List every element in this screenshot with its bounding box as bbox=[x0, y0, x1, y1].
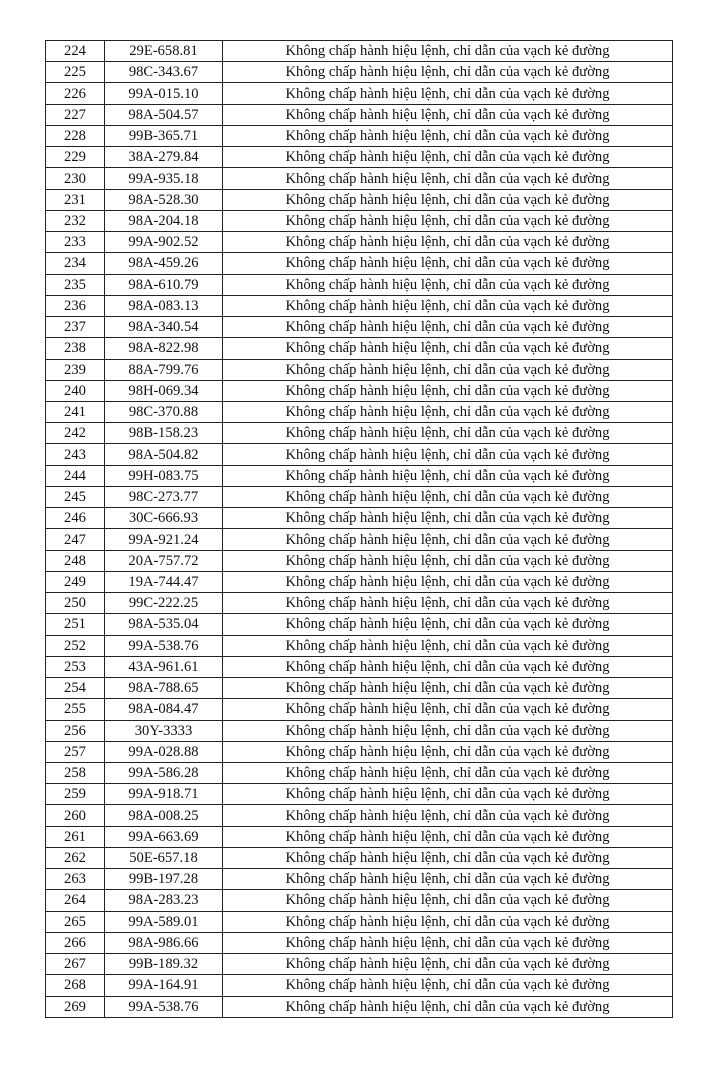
table-row bbox=[46, 996, 673, 1017]
license-plate: 98A-283.23 bbox=[105, 890, 223, 911]
license-plate: 99B-365.71 bbox=[105, 125, 223, 146]
violation-description: Không chấp hành hiệu lệnh, chỉ dẫn của vạch kẻ đường bbox=[223, 232, 673, 253]
license-plate: 38A-279.84 bbox=[105, 147, 223, 168]
row-number: 254 bbox=[46, 678, 105, 699]
table-row bbox=[46, 890, 673, 911]
row-number: 226 bbox=[46, 83, 105, 104]
license-plate: 99A-538.76 bbox=[105, 635, 223, 656]
table-row bbox=[46, 62, 673, 83]
license-plate: 98A-008.25 bbox=[105, 805, 223, 826]
license-plate: 98A-610.79 bbox=[105, 274, 223, 295]
table-row bbox=[46, 465, 673, 486]
table-row bbox=[46, 699, 673, 720]
table-row bbox=[46, 147, 673, 168]
table-row bbox=[46, 295, 673, 316]
license-plate: 98A-528.30 bbox=[105, 189, 223, 210]
table-row bbox=[46, 720, 673, 741]
license-plate: 19A-744.47 bbox=[105, 571, 223, 592]
table-row bbox=[46, 614, 673, 635]
violation-description: Không chấp hành hiệu lệnh, chỉ dẫn của vạch kẻ đường bbox=[223, 253, 673, 274]
table-row bbox=[46, 508, 673, 529]
row-number: 255 bbox=[46, 699, 105, 720]
license-plate: 99A-902.52 bbox=[105, 232, 223, 253]
license-plate: 99A-918.71 bbox=[105, 784, 223, 805]
table-row bbox=[46, 359, 673, 380]
table-row bbox=[46, 762, 673, 783]
table-row bbox=[46, 635, 673, 656]
violation-description: Không chấp hành hiệu lệnh, chỉ dẫn của vạch kẻ đường bbox=[223, 614, 673, 635]
table-row bbox=[46, 189, 673, 210]
violation-description: Không chấp hành hiệu lệnh, chỉ dẫn của vạch kẻ đường bbox=[223, 41, 673, 62]
table-row bbox=[46, 847, 673, 868]
violation-description: Không chấp hành hiệu lệnh, chỉ dẫn của vạch kẻ đường bbox=[223, 423, 673, 444]
license-plate: 98C-343.67 bbox=[105, 62, 223, 83]
license-plate: 98A-504.57 bbox=[105, 104, 223, 125]
row-number: 238 bbox=[46, 338, 105, 359]
violation-description: Không chấp hành hiệu lệnh, chỉ dẫn của vạch kẻ đường bbox=[223, 380, 673, 401]
license-plate: 99A-935.18 bbox=[105, 168, 223, 189]
license-plate: 98A-459.26 bbox=[105, 253, 223, 274]
row-number: 251 bbox=[46, 614, 105, 635]
violation-description: Không chấp hành hiệu lệnh, chỉ dẫn của vạch kẻ đường bbox=[223, 62, 673, 83]
table-row bbox=[46, 253, 673, 274]
license-plate: 98A-504.82 bbox=[105, 444, 223, 465]
row-number: 235 bbox=[46, 274, 105, 295]
table-row bbox=[46, 83, 673, 104]
license-plate: 99B-197.28 bbox=[105, 869, 223, 890]
license-plate: 98A-084.47 bbox=[105, 699, 223, 720]
license-plate: 99A-015.10 bbox=[105, 83, 223, 104]
row-number: 236 bbox=[46, 295, 105, 316]
violation-description: Không chấp hành hiệu lệnh, chỉ dẫn của vạch kẻ đường bbox=[223, 784, 673, 805]
license-plate: 98C-273.77 bbox=[105, 486, 223, 507]
row-number: 263 bbox=[46, 869, 105, 890]
row-number: 227 bbox=[46, 104, 105, 125]
license-plate: 30Y-3333 bbox=[105, 720, 223, 741]
license-plate: 43A-961.61 bbox=[105, 656, 223, 677]
violation-description: Không chấp hành hiệu lệnh, chỉ dẫn của vạch kẻ đường bbox=[223, 805, 673, 826]
violation-description: Không chấp hành hiệu lệnh, chỉ dẫn của vạch kẻ đường bbox=[223, 189, 673, 210]
row-number: 230 bbox=[46, 168, 105, 189]
row-number: 229 bbox=[46, 147, 105, 168]
violation-description: Không chấp hành hiệu lệnh, chỉ dẫn của vạch kẻ đường bbox=[223, 401, 673, 422]
table-row bbox=[46, 210, 673, 231]
violation-description: Không chấp hành hiệu lệnh, chỉ dẫn của vạch kẻ đường bbox=[223, 486, 673, 507]
table-row bbox=[46, 529, 673, 550]
violation-description: Không chấp hành hiệu lệnh, chỉ dẫn của vạch kẻ đường bbox=[223, 508, 673, 529]
violation-description: Không chấp hành hiệu lệnh, chỉ dẫn của vạch kẻ đường bbox=[223, 656, 673, 677]
table-row bbox=[46, 338, 673, 359]
table-row bbox=[46, 869, 673, 890]
violation-description: Không chấp hành hiệu lệnh, chỉ dẫn của vạch kẻ đường bbox=[223, 635, 673, 656]
license-plate: 99A-663.69 bbox=[105, 826, 223, 847]
license-plate: 99A-921.24 bbox=[105, 529, 223, 550]
license-plate: 98A-535.04 bbox=[105, 614, 223, 635]
violation-description: Không chấp hành hiệu lệnh, chỉ dẫn của vạch kẻ đường bbox=[223, 571, 673, 592]
violation-description: Không chấp hành hiệu lệnh, chỉ dẫn của vạch kẻ đường bbox=[223, 359, 673, 380]
table-row bbox=[46, 656, 673, 677]
table-row bbox=[46, 550, 673, 571]
row-number: 257 bbox=[46, 741, 105, 762]
violation-description: Không chấp hành hiệu lệnh, chỉ dẫn của vạch kẻ đường bbox=[223, 720, 673, 741]
table-row bbox=[46, 168, 673, 189]
row-number: 250 bbox=[46, 593, 105, 614]
table-row bbox=[46, 423, 673, 444]
violation-description: Không chấp hành hiệu lệnh, chỉ dẫn của vạch kẻ đường bbox=[223, 762, 673, 783]
violation-description: Không chấp hành hiệu lệnh, chỉ dẫn của vạch kẻ đường bbox=[223, 932, 673, 953]
row-number: 266 bbox=[46, 932, 105, 953]
row-number: 240 bbox=[46, 380, 105, 401]
row-number: 269 bbox=[46, 996, 105, 1017]
license-plate: 20A-757.72 bbox=[105, 550, 223, 571]
row-number: 253 bbox=[46, 656, 105, 677]
table-row bbox=[46, 954, 673, 975]
table-row bbox=[46, 41, 673, 62]
row-number: 265 bbox=[46, 911, 105, 932]
table-row bbox=[46, 486, 673, 507]
row-number: 237 bbox=[46, 317, 105, 338]
row-number: 264 bbox=[46, 890, 105, 911]
violation-description: Không chấp hành hiệu lệnh, chỉ dẫn của vạch kẻ đường bbox=[223, 338, 673, 359]
license-plate: 98H-069.34 bbox=[105, 380, 223, 401]
table-row bbox=[46, 678, 673, 699]
violation-description: Không chấp hành hiệu lệnh, chỉ dẫn của vạch kẻ đường bbox=[223, 83, 673, 104]
violations-table bbox=[45, 40, 673, 1018]
table-row bbox=[46, 104, 673, 125]
license-plate: 50E-657.18 bbox=[105, 847, 223, 868]
table-row bbox=[46, 911, 673, 932]
row-number: 239 bbox=[46, 359, 105, 380]
table-row bbox=[46, 805, 673, 826]
table-row bbox=[46, 975, 673, 996]
table-row bbox=[46, 274, 673, 295]
row-number: 249 bbox=[46, 571, 105, 592]
row-number: 241 bbox=[46, 401, 105, 422]
license-plate: 99A-028.88 bbox=[105, 741, 223, 762]
license-plate: 98A-340.54 bbox=[105, 317, 223, 338]
row-number: 248 bbox=[46, 550, 105, 571]
table-row bbox=[46, 741, 673, 762]
violation-description: Không chấp hành hiệu lệnh, chỉ dẫn của vạch kẻ đường bbox=[223, 890, 673, 911]
violation-description: Không chấp hành hiệu lệnh, chỉ dẫn của vạch kẻ đường bbox=[223, 274, 673, 295]
violation-description: Không chấp hành hiệu lệnh, chỉ dẫn của vạch kẻ đường bbox=[223, 444, 673, 465]
row-number: 260 bbox=[46, 805, 105, 826]
license-plate: 88A-799.76 bbox=[105, 359, 223, 380]
table-row bbox=[46, 380, 673, 401]
violation-description: Không chấp hành hiệu lệnh, chỉ dẫn của vạch kẻ đường bbox=[223, 104, 673, 125]
table-row bbox=[46, 401, 673, 422]
row-number: 231 bbox=[46, 189, 105, 210]
violation-description: Không chấp hành hiệu lệnh, chỉ dẫn của vạch kẻ đường bbox=[223, 699, 673, 720]
row-number: 252 bbox=[46, 635, 105, 656]
license-plate: 99B-189.32 bbox=[105, 954, 223, 975]
row-number: 268 bbox=[46, 975, 105, 996]
row-number: 224 bbox=[46, 41, 105, 62]
violation-description: Không chấp hành hiệu lệnh, chỉ dẫn của vạch kẻ đường bbox=[223, 210, 673, 231]
violation-description: Không chấp hành hiệu lệnh, chỉ dẫn của vạch kẻ đường bbox=[223, 295, 673, 316]
row-number: 267 bbox=[46, 954, 105, 975]
license-plate: 29E-658.81 bbox=[105, 41, 223, 62]
violation-description: Không chấp hành hiệu lệnh, chỉ dẫn của vạch kẻ đường bbox=[223, 465, 673, 486]
row-number: 247 bbox=[46, 529, 105, 550]
row-number: 228 bbox=[46, 125, 105, 146]
table-row bbox=[46, 125, 673, 146]
license-plate: 30C-666.93 bbox=[105, 508, 223, 529]
violation-description: Không chấp hành hiệu lệnh, chỉ dẫn của vạch kẻ đường bbox=[223, 869, 673, 890]
violation-description: Không chấp hành hiệu lệnh, chỉ dẫn của vạch kẻ đường bbox=[223, 593, 673, 614]
license-plate: 98A-822.98 bbox=[105, 338, 223, 359]
violation-description: Không chấp hành hiệu lệnh, chỉ dẫn của vạch kẻ đường bbox=[223, 317, 673, 338]
row-number: 261 bbox=[46, 826, 105, 847]
row-number: 244 bbox=[46, 465, 105, 486]
table-row bbox=[46, 932, 673, 953]
table-row bbox=[46, 571, 673, 592]
row-number: 246 bbox=[46, 508, 105, 529]
violation-description: Không chấp hành hiệu lệnh, chỉ dẫn của vạch kẻ đường bbox=[223, 741, 673, 762]
license-plate: 98A-083.13 bbox=[105, 295, 223, 316]
violation-description: Không chấp hành hiệu lệnh, chỉ dẫn của vạch kẻ đường bbox=[223, 678, 673, 699]
violation-description: Không chấp hành hiệu lệnh, chỉ dẫn của vạch kẻ đường bbox=[223, 975, 673, 996]
license-plate: 99A-538.76 bbox=[105, 996, 223, 1017]
violation-description: Không chấp hành hiệu lệnh, chỉ dẫn của vạch kẻ đường bbox=[223, 911, 673, 932]
license-plate: 99A-586.28 bbox=[105, 762, 223, 783]
row-number: 225 bbox=[46, 62, 105, 83]
row-number: 258 bbox=[46, 762, 105, 783]
table-row bbox=[46, 232, 673, 253]
license-plate: 99C-222.25 bbox=[105, 593, 223, 614]
license-plate: 99H-083.75 bbox=[105, 465, 223, 486]
license-plate: 99A-164.91 bbox=[105, 975, 223, 996]
violation-description: Không chấp hành hiệu lệnh, chỉ dẫn của vạch kẻ đường bbox=[223, 847, 673, 868]
row-number: 242 bbox=[46, 423, 105, 444]
violation-description: Không chấp hành hiệu lệnh, chỉ dẫn của vạch kẻ đường bbox=[223, 147, 673, 168]
table-row bbox=[46, 317, 673, 338]
table-row bbox=[46, 784, 673, 805]
license-plate: 98A-986.66 bbox=[105, 932, 223, 953]
license-plate: 98A-788.65 bbox=[105, 678, 223, 699]
violation-description: Không chấp hành hiệu lệnh, chỉ dẫn của vạch kẻ đường bbox=[223, 826, 673, 847]
row-number: 259 bbox=[46, 784, 105, 805]
violation-description: Không chấp hành hiệu lệnh, chỉ dẫn của vạch kẻ đường bbox=[223, 550, 673, 571]
violation-description: Không chấp hành hiệu lệnh, chỉ dẫn của vạch kẻ đường bbox=[223, 168, 673, 189]
violation-description: Không chấp hành hiệu lệnh, chỉ dẫn của vạch kẻ đường bbox=[223, 125, 673, 146]
row-number: 262 bbox=[46, 847, 105, 868]
row-number: 232 bbox=[46, 210, 105, 231]
table-row bbox=[46, 826, 673, 847]
license-plate: 98C-370.88 bbox=[105, 401, 223, 422]
row-number: 233 bbox=[46, 232, 105, 253]
license-plate: 98A-204.18 bbox=[105, 210, 223, 231]
row-number: 256 bbox=[46, 720, 105, 741]
row-number: 234 bbox=[46, 253, 105, 274]
violation-description: Không chấp hành hiệu lệnh, chỉ dẫn của vạch kẻ đường bbox=[223, 529, 673, 550]
table-row bbox=[46, 444, 673, 465]
row-number: 243 bbox=[46, 444, 105, 465]
violations-table-body bbox=[46, 41, 673, 1018]
violation-description: Không chấp hành hiệu lệnh, chỉ dẫn của vạch kẻ đường bbox=[223, 954, 673, 975]
license-plate: 98B-158.23 bbox=[105, 423, 223, 444]
row-number: 245 bbox=[46, 486, 105, 507]
license-plate: 99A-589.01 bbox=[105, 911, 223, 932]
violation-description: Không chấp hành hiệu lệnh, chỉ dẫn của vạch kẻ đường bbox=[223, 996, 673, 1017]
table-row bbox=[46, 593, 673, 614]
